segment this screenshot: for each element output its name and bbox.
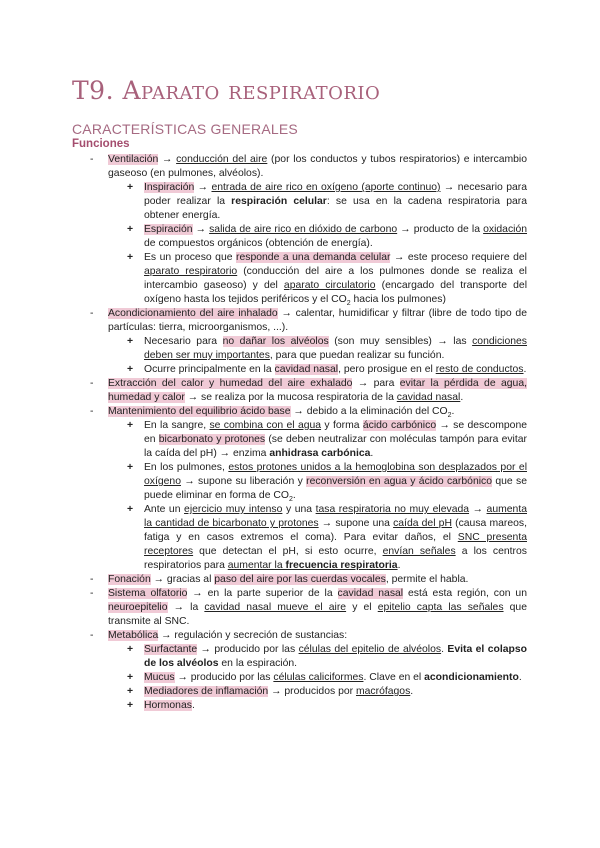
- highlighted-text: Mucus: [144, 672, 175, 683]
- body-text: →: [194, 182, 212, 193]
- underlined-text: salida de aire rico en dióxido de carbono: [209, 224, 398, 235]
- underlined-text: células del epitelio de alvéolos: [298, 644, 442, 655]
- underlined-text: se combina con el agua: [209, 420, 322, 431]
- sub-item-cavidad-nasal: [0, 363, 600, 377]
- sub-item-proceso: [0, 251, 600, 307]
- body-text: → para: [352, 378, 400, 389]
- body-text: , para que puedan realizar su función.: [269, 350, 445, 361]
- body-text: →: [192, 224, 210, 235]
- underlined-text: cavidad nasal: [396, 392, 461, 403]
- underlined-text: aumenta la cantidad de bicarbonato y protones: [144, 504, 527, 529]
- body-text: (por los conductos y tubos respiratorios) e intercambio gaseoso (en pulmones, alvéolos).: [108, 154, 527, 179]
- underlined-text: SNC presenta receptores: [144, 532, 527, 557]
- sub-item-mucus: [0, 671, 600, 685]
- plus-marker: +: [127, 252, 134, 263]
- document-title: T9. Aparato respiratorio: [72, 76, 381, 105]
- body-text: .: [191, 700, 195, 711]
- body-text: .: [397, 560, 401, 571]
- body-text: (son muy sensibles) → las: [328, 336, 473, 347]
- plus-marker: +: [127, 336, 134, 347]
- body-text: .: [441, 644, 448, 655]
- underlined-text: ejercicio muy intenso: [184, 504, 283, 515]
- body-text: a los centros respiratorios para: [144, 546, 527, 571]
- body-text: Necesario para: [144, 336, 223, 347]
- body-text: .: [410, 686, 414, 697]
- subscript-text: 2: [447, 412, 452, 420]
- body-text: → producido por las: [197, 644, 299, 655]
- body-text: (encargado del transporte del oxígeno hasta los tejidos periféricos y el CO: [144, 280, 527, 305]
- highlighted-text: Hormonas: [144, 700, 192, 711]
- underlined-text: caída del pH: [393, 518, 452, 529]
- dash-marker: -: [90, 308, 94, 319]
- body-text: Es un proceso que: [144, 252, 237, 263]
- underlined-text: envían señales: [382, 546, 456, 557]
- body-text: → este proceso requiere del: [390, 252, 527, 263]
- body-text: → necesario para poder realizar la: [144, 182, 527, 207]
- body-text: → supone su liberación y: [180, 476, 307, 487]
- plus-marker: +: [127, 700, 134, 711]
- body-text: que se puede eliminar en forma de CO: [144, 476, 528, 501]
- plus-marker: +: [127, 644, 134, 655]
- underlined-text: aumentar la: [227, 560, 286, 571]
- underlined-text: tasa respiratoria no muy elevada: [315, 504, 470, 515]
- underlined-text: aparato circulatorio: [283, 280, 376, 291]
- body-text: de compuestos orgánicos (obtención de energía).: [144, 238, 373, 249]
- highlighted-text: Metabólica: [108, 630, 159, 641]
- highlighted-text: Acondicionamiento del aire inhalado: [108, 308, 278, 319]
- body-text: en la espiración.: [218, 658, 298, 669]
- highlighted-text: cavidad nasal: [274, 364, 339, 375]
- body-text: → se realiza por la mucosa respiratoria de la: [184, 392, 397, 403]
- underlined-text: conducción del aire: [176, 154, 268, 165]
- sub-item-espiracion: [0, 223, 600, 251]
- highlighted-text: Sistema olfatorio: [108, 588, 188, 599]
- body-text: . Clave en el: [363, 672, 425, 683]
- sub-item-sangre: [0, 419, 600, 461]
- highlighted-text: Espiración: [144, 224, 193, 235]
- body-text: .: [370, 448, 374, 459]
- sub-item-mediadores: [0, 685, 600, 699]
- body-text: → debido a la eliminación del CO: [290, 406, 448, 417]
- underlined-text: células caliciformes: [273, 672, 364, 683]
- body-text: →: [469, 504, 487, 515]
- underlined-text: macrófagos: [355, 686, 411, 697]
- dash-marker: -: [90, 588, 94, 599]
- body-text: hacia los pulmones): [350, 294, 446, 305]
- dash-marker: -: [90, 378, 94, 389]
- highlighted-text: bicarbonato y protones: [158, 434, 266, 445]
- bold-text: anhidrasa carbónica: [269, 448, 371, 459]
- highlighted-text: Surfactante: [144, 644, 198, 655]
- highlighted-text: responde a una demanda celular: [236, 252, 391, 263]
- highlighted-text: Fonación: [108, 574, 151, 585]
- body-text: .: [460, 392, 464, 403]
- body-text: : se usa en la cadena respiratoria para obtener energía.: [144, 196, 527, 221]
- sub-item-inspiracion: [0, 181, 600, 223]
- plus-marker: +: [127, 686, 134, 697]
- underlined-text: frecuencia respiratoria: [285, 560, 398, 571]
- underlined-text: cavidad nasal mueve el aire: [204, 602, 347, 613]
- body-text: .: [523, 364, 527, 375]
- highlighted-text: evitar la pérdida de agua, humedad y calor: [108, 378, 527, 403]
- highlighted-text: neuroepitelio: [108, 602, 168, 613]
- highlighted-text: Extracción del calor y humedad del aire exhalado: [108, 378, 353, 389]
- plus-marker: +: [127, 224, 134, 235]
- bold-text: respiración celular: [231, 196, 327, 207]
- body-text: y el: [346, 602, 378, 613]
- underlined-text: estos protones unidos a la hemoglobina son desplazados por el oxígeno: [144, 462, 528, 487]
- body-text: En la sangre,: [144, 420, 210, 431]
- underlined-text: epitelio capta las señales: [377, 602, 504, 613]
- body-text: (causa mareos, fatiga y en casos extremos el coma). Para evitar daños, el: [144, 518, 527, 543]
- plus-marker: +: [127, 420, 134, 431]
- functions-list: [0, 153, 600, 713]
- highlighted-text: Mediadores de inflamación: [144, 686, 269, 697]
- sub-item-alveolos: [0, 335, 600, 363]
- body-text: En los pulmones,: [144, 462, 229, 473]
- underlined-text: condiciones deben ser muy importantes: [144, 336, 527, 361]
- body-text: y una: [282, 504, 316, 515]
- sub-item-ejercicio: [0, 503, 600, 573]
- body-text: está esta región, con un: [403, 588, 527, 599]
- body-text: → se descompone en: [144, 420, 527, 445]
- body-text: → calentar, humidificar y filtrar (libre de todo tipo de partículas: tierra, microorganismos, ...).: [108, 308, 527, 333]
- subscript-text: 2: [288, 496, 293, 504]
- list-item-acondicionamiento: [0, 307, 600, 335]
- highlighted-text: Mantenimiento del equilibrio ácido base: [108, 406, 291, 417]
- list-item-ventilacion: [0, 153, 600, 181]
- body-text: → en la parte superior de la: [187, 588, 338, 599]
- highlighted-text: ácido carbónico: [362, 420, 437, 431]
- body-text: → la: [167, 602, 205, 613]
- body-text: Ocurre principalmente en la: [144, 364, 275, 375]
- list-item-metabolica: [0, 629, 600, 643]
- list-item-fonacion: [0, 573, 600, 587]
- bold-text: acondicionamiento: [424, 672, 519, 683]
- body-text: que detectan el pH, si esto ocurre,: [193, 546, 383, 557]
- underlined-text: oxidación: [483, 224, 528, 235]
- body-text: (conducción del aire a los pulmones donde se realiza el intercambio gaseoso) y del: [144, 266, 527, 291]
- subscript-text: 2: [346, 300, 351, 308]
- plus-marker: +: [127, 462, 134, 473]
- list-item-equilibrio: [0, 405, 600, 419]
- list-item-olfatorio: [0, 587, 600, 629]
- body-text: → producidos por: [268, 686, 356, 697]
- plus-marker: +: [127, 672, 134, 683]
- sub-item-surfactante: [0, 643, 600, 671]
- body-text: →: [158, 154, 177, 165]
- body-text: Ante un: [144, 504, 185, 515]
- body-text: , pero prosigue en el: [338, 364, 436, 375]
- body-text: → supone una: [318, 518, 394, 529]
- dash-marker: -: [90, 630, 94, 641]
- body-text: que transmite al SNC.: [108, 602, 527, 627]
- underlined-text: aparato respiratorio: [144, 266, 238, 277]
- sub-item-pulmones: [0, 461, 600, 503]
- plus-marker: +: [127, 182, 134, 193]
- body-text: , permite el habla.: [385, 574, 469, 585]
- dash-marker: -: [90, 406, 94, 417]
- body-text: → gracias al: [150, 574, 215, 585]
- underlined-text: entrada de aire rico en oxígeno (aporte continuo): [211, 182, 441, 193]
- underlined-text: resto de conductos: [435, 364, 524, 375]
- body-text: → producto de la: [397, 224, 484, 235]
- subsection-heading: Funciones: [72, 138, 130, 150]
- highlighted-text: reconversión en agua y ácido carbónico: [306, 476, 493, 487]
- body-text: → regulación y secreción de sustancias:: [158, 630, 348, 641]
- dash-marker: -: [90, 154, 94, 165]
- body-text: .: [451, 406, 455, 417]
- highlighted-text: Inspiración: [144, 182, 195, 193]
- highlighted-text: paso del aire por las cuerdas vocales: [214, 574, 386, 585]
- highlighted-text: no dañar los alvéolos: [222, 336, 329, 347]
- body-text: .: [292, 490, 296, 501]
- plus-marker: +: [127, 364, 134, 375]
- plus-marker: +: [127, 504, 134, 515]
- highlighted-text: cavidad nasal: [337, 588, 404, 599]
- body-text: (se deben neutralizar con moléculas tampón para evitar la caída del pH) → enzima: [144, 434, 527, 459]
- body-text: y forma: [321, 420, 363, 431]
- bold-text: Evita el colapso de los alvéolos: [144, 644, 527, 669]
- section-heading: CARACTERÍSTICAS GENERALES: [72, 121, 298, 137]
- dash-marker: -: [90, 574, 94, 585]
- body-text: → producido por las: [174, 672, 274, 683]
- list-item-extraccion: [0, 377, 600, 405]
- body-text: .: [518, 672, 522, 683]
- sub-item-hormonas: [0, 699, 600, 713]
- highlighted-text: Ventilación: [108, 154, 159, 165]
